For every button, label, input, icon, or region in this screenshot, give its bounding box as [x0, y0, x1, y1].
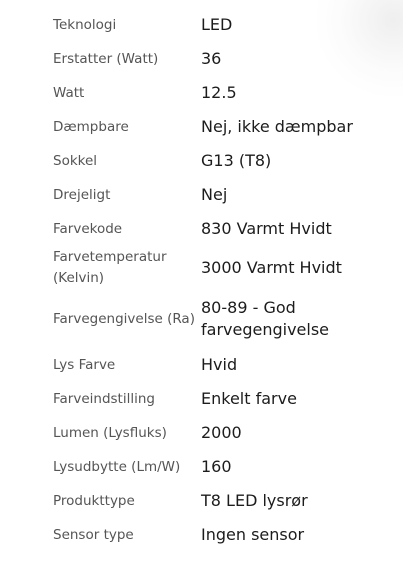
- spec-label: Teknologi: [53, 16, 117, 33]
- spec-label: Sokkel: [53, 152, 98, 169]
- spec-row-efficacy: [0, 450, 403, 484]
- spec-value: T8 LED lysrør: [201, 491, 308, 510]
- spec-value: Nej, ikke dæmpbar: [201, 117, 353, 136]
- spec-table: [0, 8, 403, 552]
- spec-label: Lys Farve: [53, 356, 116, 373]
- spec-value: 2000: [201, 423, 242, 442]
- spec-label: Farvekode: [53, 220, 123, 237]
- spec-row-product-type: [0, 484, 403, 518]
- spec-row-dimmable: [0, 110, 403, 144]
- spec-label: Lumen (Lysfluks): [53, 424, 167, 441]
- spec-row-watt: [0, 76, 403, 110]
- spec-label: Farvetemperatur (Kelvin): [53, 249, 167, 286]
- spec-row-color-setting: [0, 382, 403, 416]
- spec-row-color-code: [0, 212, 403, 246]
- spec-value: 160: [201, 457, 232, 476]
- spec-value: Enkelt farve: [201, 389, 297, 408]
- spec-value: 3000 Varmt Hvidt: [201, 258, 342, 277]
- spec-value: 12.5: [201, 83, 237, 102]
- spec-label: Erstatter (Watt): [53, 50, 159, 67]
- spec-row-color-rendering: [0, 290, 403, 348]
- spec-value: Ingen sensor: [201, 525, 305, 544]
- spec-label: Lysudbytte (Lm/W): [53, 458, 181, 475]
- spec-value: 36: [201, 49, 222, 68]
- spec-row-socket: [0, 144, 403, 178]
- spec-value: G13 (T8): [201, 151, 272, 170]
- spec-row-rotatable: [0, 178, 403, 212]
- spec-row-technology: [0, 8, 403, 42]
- spec-row-lumen: [0, 416, 403, 450]
- spec-row-replaces-watt: [0, 42, 403, 76]
- spec-value: 80-89 - God farvegengivelse: [201, 298, 330, 339]
- spec-label: Produkttype: [53, 492, 135, 509]
- spec-label: Watt: [53, 84, 85, 101]
- spec-label: Dæmpbare: [53, 118, 129, 135]
- spec-label: Farveindstilling: [53, 390, 155, 407]
- spec-row-light-color: [0, 348, 403, 382]
- spec-value: 830 Varmt Hvidt: [201, 219, 332, 238]
- spec-value: Hvid: [201, 355, 238, 374]
- spec-row-color-temperature: [0, 246, 403, 290]
- spec-row-sensor-type: [0, 518, 403, 552]
- spec-label: Sensor type: [53, 526, 134, 543]
- spec-label: Farvegengivelse (Ra): [53, 310, 195, 327]
- spec-value: Nej: [201, 185, 228, 204]
- spec-label: Drejeligt: [53, 186, 111, 203]
- spec-value: LED: [201, 15, 233, 34]
